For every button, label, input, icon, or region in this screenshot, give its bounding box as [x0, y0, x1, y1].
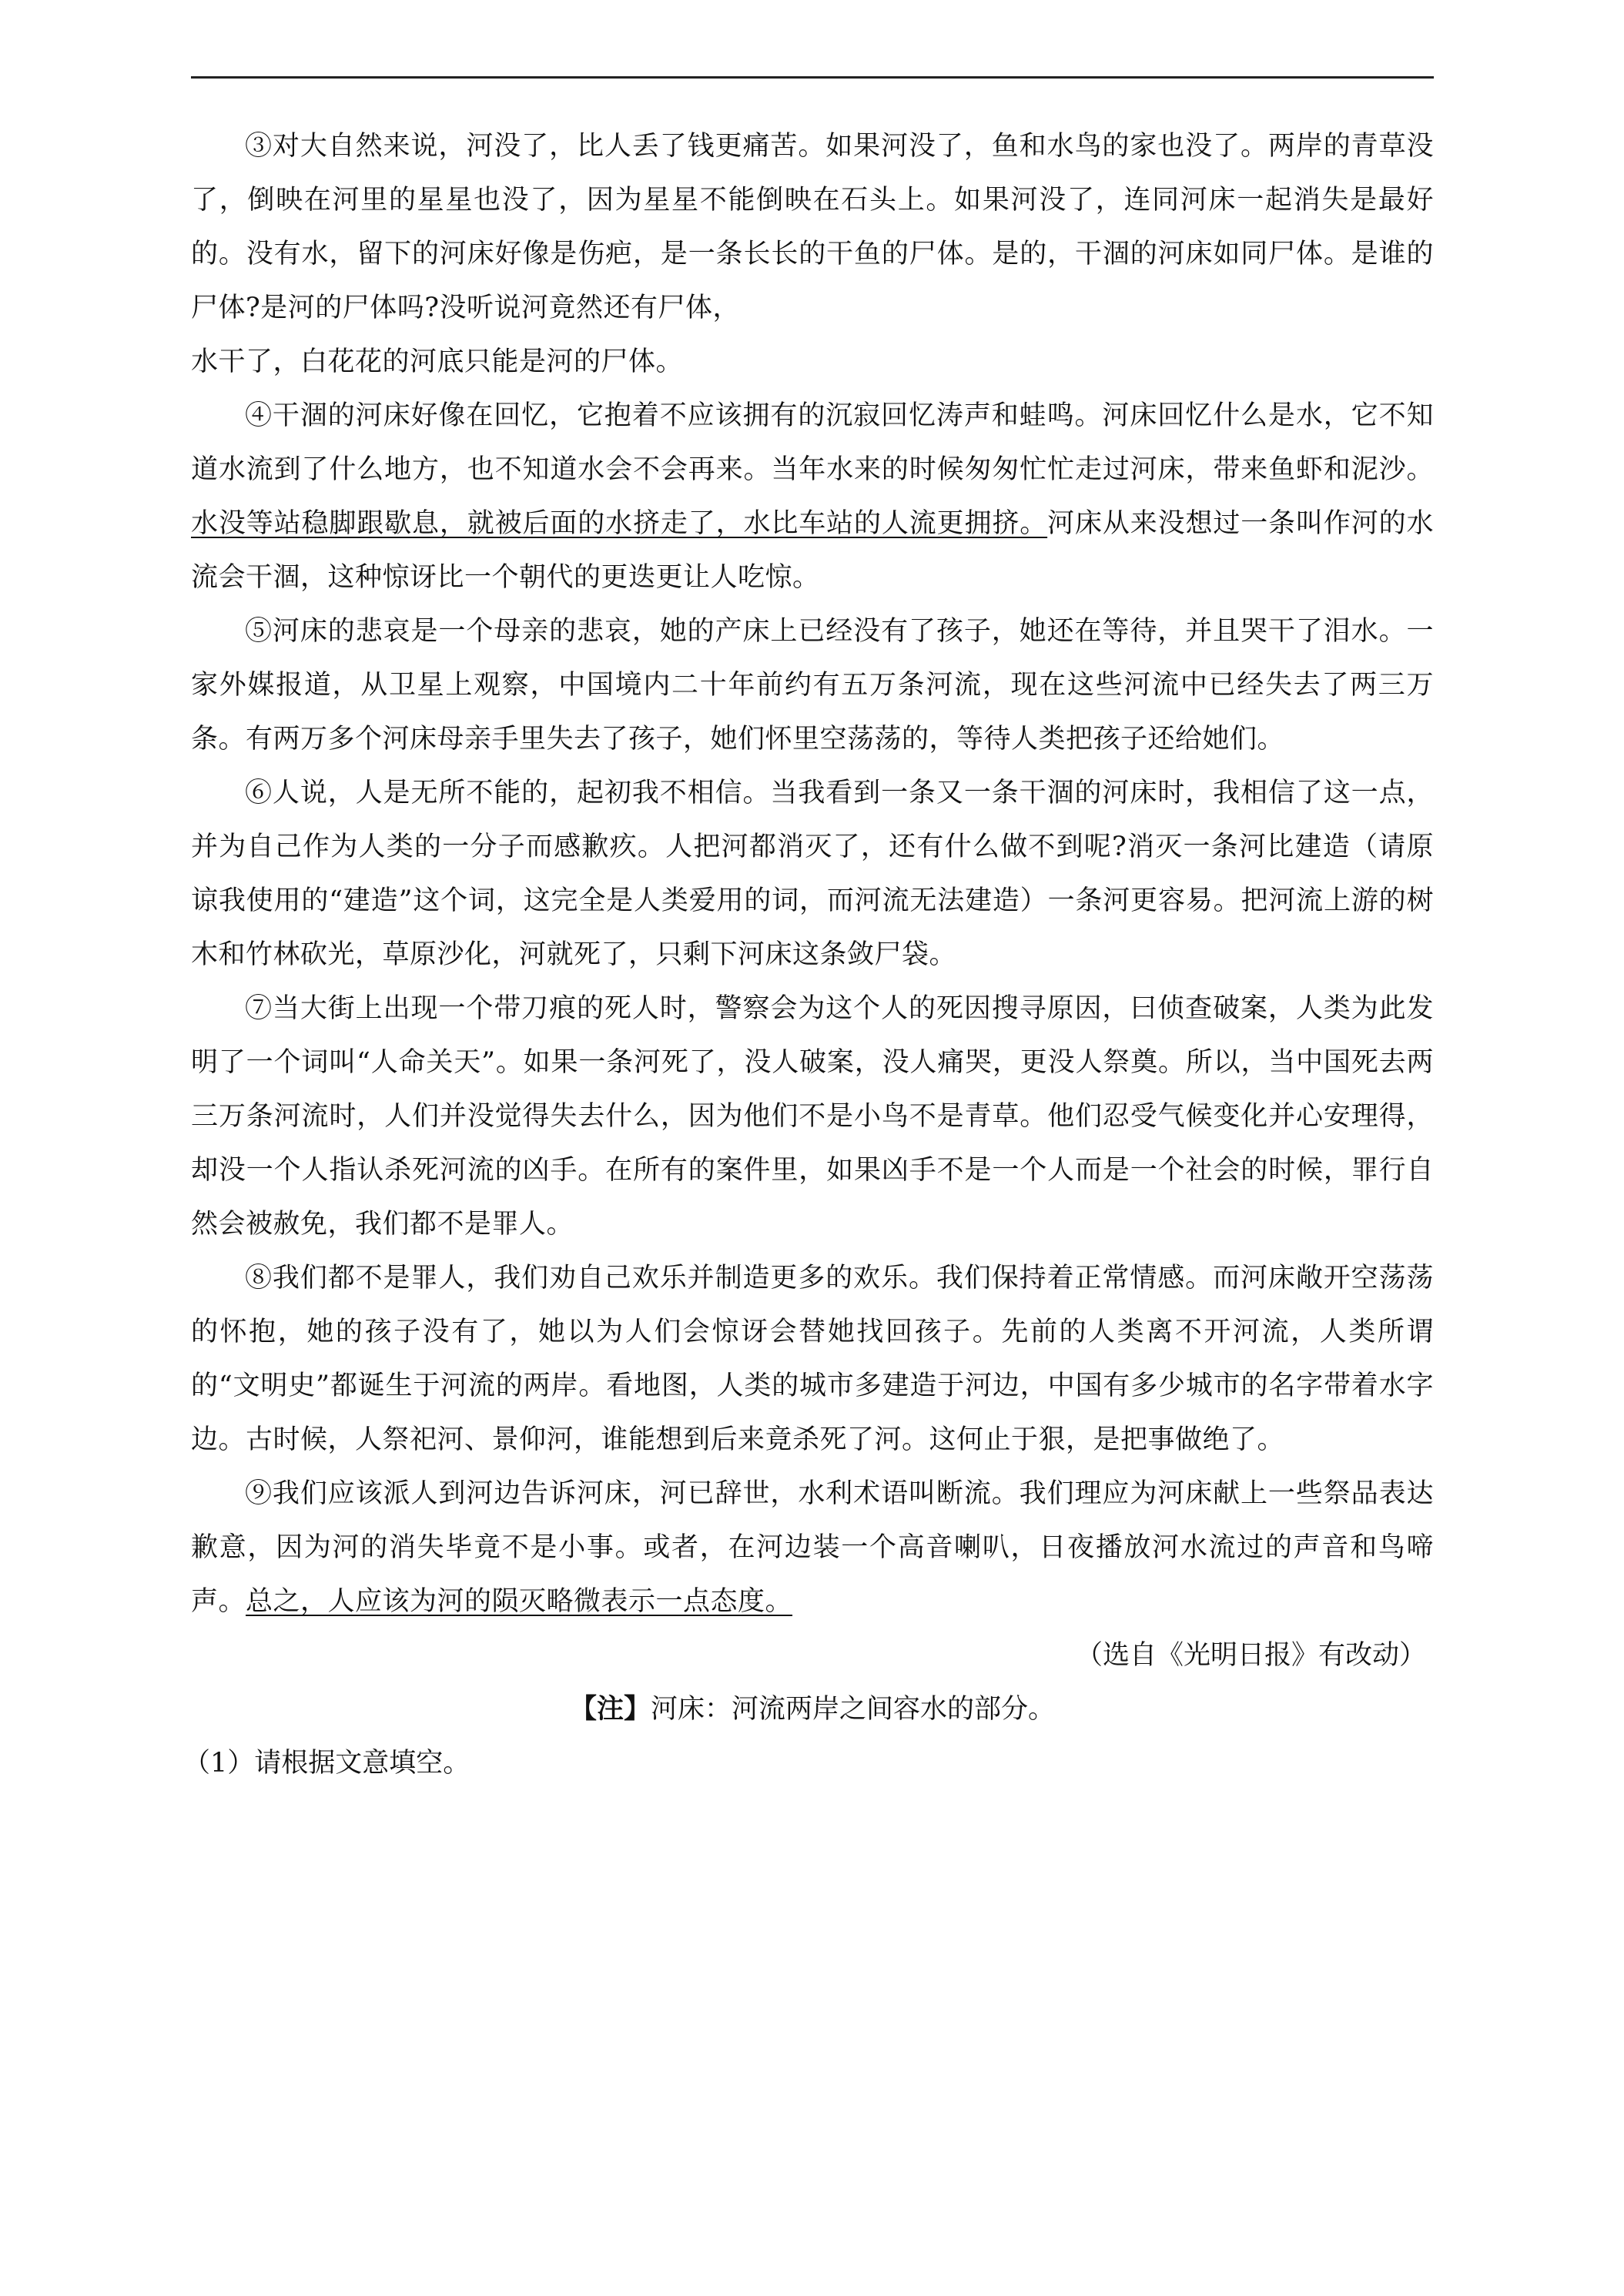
- paragraph-5: ⑤河床的悲哀是一个母亲的悲哀，她的产床上已经没有了孩子，她还在等待，并且哭干了泪水。一家外媒报道，从卫星上观察，中国境内二十年前约有五万条河流，现在这些河流中已经失去了两三万条。有两万多个河床母亲手里失去了孩子，她们怀里空荡荡的，等待人类把孩子还给她们。: [191, 616, 1434, 755]
- source-citation: （选自《光明日报》有改动）: [1075, 1640, 1426, 1671]
- paragraph-4-underlined-sentence: 水没等站稳脚跟歇息，就被后面的水挤走了，水比车站的人流更拥挤。: [191, 508, 1048, 539]
- paragraph-9-underlined-sentence: 总之，人应该为河的陨灭略微表示一点态度。: [246, 1586, 793, 1617]
- paragraph-6: ⑥人说，人是无所不能的，起初我不相信。当我看到一条又一条干涸的河床时，我相信了这一点，并为自己作为人类的一分子而感歉疚。人把河都消灭了，还有什么做不到呢?消灭一条河比建造（请原谅我使用的“建造”这个词，这完全是人类爱用的词，而河流无法建造）一条河更容易。把河流上游的树木和竹林砍光，草原沙化，河就死了，只剩下河床这条敛尸袋。: [191, 778, 1434, 970]
- paragraph-9-before: ⑨我们应该派人到河边告诉河床，河已辞世，水利术语叫断流。我们理应为河床献上一些祭品表达歉意，因为河的消失毕竟不是小事。或者，在河边装一个高音喇叭，日夜播放河水流过的声音和鸟啼声。: [191, 1478, 1434, 1617]
- footnote-text: 河床：河流两岸之间容水的部分。: [651, 1694, 1056, 1725]
- paragraph-3: ③对大自然来说，河没了，比人丢了钱更痛苦。如果河没了，鱼和水鸟的家也没了。两岸的青草没了，倒映在河里的星星也没了，因为星星不能倒映在石头上。如果河没了，连同河床一起消失是最好的。没有水，留下的河床好像是伤疤，是一条长长的干鱼的尸体。是的，干涸的河床如同尸体。是谁的尸体?是河的尸体吗?没听说河竟然还有尸体，: [191, 131, 1434, 323]
- header-rule: [191, 76, 1434, 79]
- paragraph-4-before: ④干涸的河床好像在回忆，它抱着不应该拥有的沉寂回忆涛声和蛙鸣。河床回忆什么是水，它不知道水流到了什么地方，也不知道水会不会再来。当年水来的时候匆匆忙忙走过河床，带来鱼虾和泥沙。: [191, 400, 1434, 485]
- paragraph-7: ⑦当大街上出现一个带刀痕的死人时，警察会为这个人的死因搜寻原因，曰侦查破案，人类为此发明了一个词叫“人命关天”。如果一条河死了，没人破案，没人痛哭，更没人祭奠。所以，当中国死去两三万条河流时，人们并没觉得失去什么，因为他们不是小鸟不是青草。他们忍受气候变化并心安理得，却没一个人指认杀死河流的凶手。在所有的案件里，如果凶手不是一个人而是一个社会的时候，罪行自然会被赦免，我们都不是罪人。: [191, 993, 1434, 1240]
- paragraph-8: ⑧我们都不是罪人，我们劝自己欢乐并制造更多的欢乐。我们保持着正常情感。而河床敞开空荡荡的怀抱，她的孩子没有了，她以为人们会惊讶会替她找回孩子。先前的人类离不开河流，人类所谓的“文明史”都诞生于河流的两岸。看地图，人类的城市多建造于河边，中国有多少城市的名字带着水字边。古时候，人祭祀河、景仰河，谁能想到后来竟杀死了河。这何止于狠，是把事做绝了。: [191, 1263, 1434, 1455]
- footnote: [191, 1682, 1434, 1736]
- footnote-tag: 【注】: [569, 1693, 651, 1725]
- paragraph-3-continuation: 水干了，白花花的河底只能是河的尸体。: [191, 346, 684, 377]
- article-body: [183, 119, 1434, 1790]
- question-1: （1）请根据文意填空。: [183, 1748, 470, 1779]
- paragraph-4: [191, 389, 1434, 604]
- paragraph-9: [191, 1467, 1434, 1628]
- paragraph-4-after: 河床从来没想过一条叫作河的水流会干涸，这种惊讶比一个朝代的更迭更让人吃惊。: [191, 508, 1434, 593]
